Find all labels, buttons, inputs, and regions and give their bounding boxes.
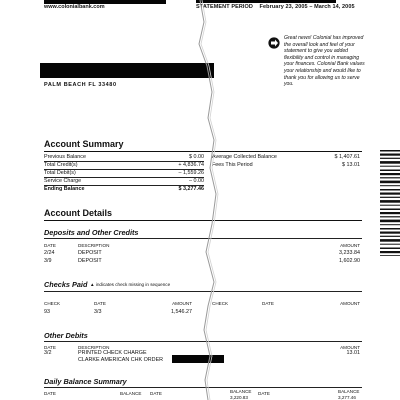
promo-message: Great news! Colonial has improved the overall look and feel of your statement to give you added flexibility and control in managing your finances. Colonial Bank values your relationship and would like to thank you for allowing us to serve you. — [284, 35, 365, 88]
barcode — [380, 150, 400, 256]
arrow-pointer-icon — [268, 37, 280, 49]
daily-col-balance-3: BALANCE — [338, 389, 360, 394]
debit-date: 3/2 — [44, 350, 52, 356]
deposit-amount: 3,233.84 — [339, 250, 360, 256]
deposits-rule — [44, 238, 362, 239]
summary-label-total-credits: Total Credit(s) — [44, 162, 78, 168]
daily-balance-value: 3,220.83 — [230, 395, 248, 400]
summary-value-previous-balance: $ 0.00 — [189, 154, 204, 160]
daily-col-balance-2: BALANCE — [230, 389, 252, 394]
statement-period — [196, 4, 355, 10]
checks-missing-note — [90, 282, 170, 287]
daily-col-date-2: DATE — [150, 391, 162, 396]
summary-row-divider — [44, 185, 204, 186]
debit-description: CLARKE AMERICAN CHK ORDER — [78, 357, 164, 363]
checks-missing-note-text: indicates check missing in sequence — [95, 282, 171, 287]
statement-period-value: February 23, 2005 – March 14, 2005 — [259, 4, 355, 10]
summary-row-divider — [44, 177, 204, 178]
checks-col-amount-2: AMOUNT — [340, 301, 360, 306]
debits-col-amount: AMOUNT — [340, 345, 360, 350]
redaction-top-right — [196, 0, 336, 3]
deposit-date: 3/9 — [44, 258, 52, 264]
checks-col-amount: AMOUNT — [172, 301, 192, 306]
checks-col-date: DATE — [94, 301, 106, 306]
daily-balance-value: 3,277.46 — [338, 395, 356, 400]
summary-value-total-credits: + 4,836.74 — [178, 162, 204, 168]
summary-label-ending-balance: Ending Balance — [44, 186, 85, 192]
account-summary-title: Account Summary — [44, 139, 124, 149]
summary-value-service-charge: – 0.00 — [189, 178, 204, 184]
checks-col-date-2: DATE — [262, 301, 274, 306]
daily-balance-title: Daily Balance Summary — [44, 377, 127, 386]
deposits-col-amount: AMOUNT — [340, 243, 360, 248]
other-debits-rule — [44, 341, 362, 342]
debits-col-date: DATE — [44, 345, 56, 350]
summary-row-divider — [44, 169, 204, 170]
summary-label-total-debits: Total Debit(s) — [44, 170, 76, 176]
debits-col-description: DESCRIPTION — [78, 345, 110, 350]
triangle-marker-icon: ▲ — [90, 282, 95, 287]
summary-value-fees-this-period: $ 13.01 — [342, 162, 360, 168]
summary-label-average-collected-balance: Average Collected Balance — [212, 154, 277, 160]
check-number: 93 — [44, 309, 50, 315]
checks-paid-title: Checks Paid — [44, 280, 88, 289]
summary-value-total-debits: – 1,559.26 — [178, 170, 204, 176]
daily-col-balance: BALANCE — [120, 391, 142, 396]
daily-col-date-3: DATE — [258, 391, 270, 396]
summary-value-average-collected-balance: $ 1,407.61 — [334, 154, 360, 160]
check-amount: 1,546.27 — [171, 309, 192, 315]
account-summary-rule — [44, 151, 362, 152]
debit-description: PRINTED CHECK CHARGE — [78, 350, 147, 356]
checks-col-check-2: CHECK — [212, 301, 229, 306]
deposits-col-date: DATE — [44, 243, 56, 248]
checks-rule — [44, 291, 362, 292]
mailing-address-city: PALM BEACH FL 33480 — [44, 82, 117, 88]
deposit-description: DEPOSIT — [78, 258, 102, 264]
deposit-amount: 1,602.90 — [339, 258, 360, 264]
other-debits-title: Other Debits — [44, 331, 88, 340]
bank-website: www.colonialbank.com — [44, 4, 105, 10]
account-details-title: Account Details — [44, 208, 113, 218]
deposits-col-description: DESCRIPTION — [78, 243, 110, 248]
daily-balance-rule — [44, 387, 362, 388]
summary-label-previous-balance: Previous Balance — [44, 154, 86, 160]
deposit-description: DEPOSIT — [78, 250, 102, 256]
redaction-name — [40, 63, 214, 78]
summary-label-fees-this-period: Fees This Period — [212, 162, 253, 168]
summary-label-service-charge: Service Charge — [44, 178, 82, 184]
debit-amount: 13.01 — [346, 350, 360, 356]
checks-col-check: CHECK — [44, 301, 61, 306]
deposits-title: Deposits and Other Credits — [44, 228, 139, 237]
redaction-order-number — [172, 355, 224, 363]
daily-col-date: DATE — [44, 391, 56, 396]
account-details-rule — [44, 220, 362, 221]
statement-period-label: STATEMENT PERIOD — [196, 4, 254, 10]
summary-row-divider — [44, 161, 204, 162]
summary-value-ending-balance: $ 3,277.46 — [178, 186, 204, 192]
deposit-date: 2/24 — [44, 250, 55, 256]
check-date: 3/3 — [94, 309, 102, 315]
